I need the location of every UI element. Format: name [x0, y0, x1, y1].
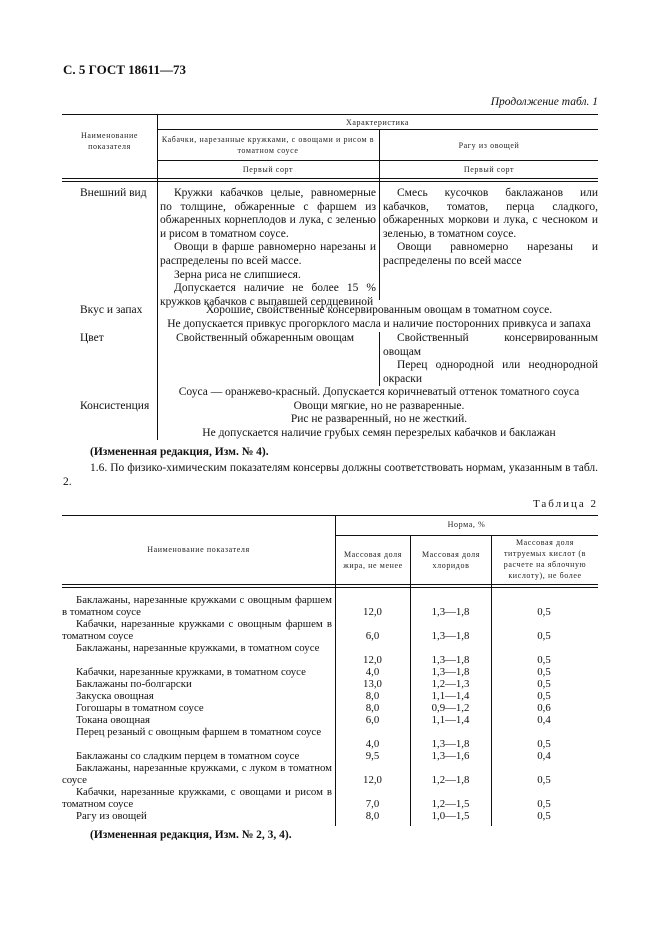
cell-acid: 0,5	[537, 738, 551, 750]
cell-acid: 0,5	[537, 690, 551, 702]
row-name: Кабачки, нарезанные кружками, с овощами и рисом в томатном соусе	[62, 786, 332, 810]
table-row	[62, 750, 598, 762]
color-a: Свойственный обжаренным овощам	[176, 332, 355, 344]
table-continuation-label: Продолжение табл. 1	[490, 96, 598, 108]
table-row	[62, 642, 598, 666]
appearance-b	[383, 187, 598, 269]
table-rule	[335, 535, 598, 536]
cell-fat: 4,0	[365, 738, 380, 750]
text-paragraph: Овощи в фарше равномерно нарезаны и распределены по всей массе.	[160, 241, 376, 267]
text-line: Соуса — оранжево-красный. Допускается коричневатый оттенок томатного соуса	[178, 386, 580, 398]
cell-acid: 0,5	[537, 810, 551, 822]
amendment-note: (Измененная редакция, Изм. № 4).	[90, 446, 269, 458]
text-paragraph: Зерна риса не слипшиеся.	[174, 268, 301, 281]
cell-fat: 12,0	[363, 774, 382, 786]
table-row	[62, 678, 598, 690]
cell-acid: 0,5	[537, 798, 551, 810]
text-line: Не допускается наличие грубых семян перезрелых кабачков и баклажан	[202, 426, 556, 439]
row-name: Баклажаны, нарезанные кружками с овощным фаршем в томатном соусе	[62, 594, 332, 618]
row-name: Рагу из овощей	[76, 810, 147, 822]
row-name: Баклажаны, нарезанные кружками, в томатном соусе	[76, 642, 320, 654]
table-row	[62, 714, 598, 726]
table-row	[62, 594, 598, 618]
cell-chloride: 1,3—1,8	[431, 630, 470, 642]
text-line: Не допускается привкус прогорклого масла и наличие посторонних привкуса и запаха	[167, 317, 591, 330]
cell-chloride: 1,0—1,5	[431, 810, 470, 822]
row-name: Закуска овощная	[76, 690, 154, 702]
column-divider	[379, 129, 380, 300]
text-line: Овощи мягкие, но не разваренные.	[293, 399, 465, 412]
cell-chloride: 1,1—1,4	[431, 690, 470, 702]
cell-fat: 7,0	[365, 798, 380, 810]
row-name: Кабачки, нарезанные кружками, в томатном соусе	[76, 666, 306, 678]
table-row	[62, 666, 598, 678]
text-paragraph: Свойственный консервированным овощам	[383, 332, 598, 358]
text-paragraph: Кружки кабачков целые, равномерные по толщине, обжаренные с фаршем из обжаренных корнеплодов и лука, с зеленью и рисом в томатном соусе.	[160, 187, 376, 240]
row-label-appearance: Внешний вид	[80, 187, 147, 199]
cell-acid: 0,5	[537, 666, 551, 678]
table-row	[62, 702, 598, 714]
cell-fat: 8,0	[365, 690, 380, 702]
grade-b: Первый сорт	[463, 165, 515, 174]
row-name: Баклажаны со сладким перцем в томатном соусе	[76, 750, 300, 762]
cell-chloride: 0,9—1,2	[431, 702, 470, 714]
text-paragraph: Смесь кусочков баклажанов или кабачков, томатов, перца сладкого, обжаренных моркови и лука, с чесноком и зеленью, в томатном соусе.	[383, 187, 598, 240]
table-rule	[62, 584, 598, 585]
cell-fat: 8,0	[365, 702, 380, 714]
table-rule	[157, 160, 598, 161]
appearance-a	[160, 187, 376, 309]
column-header-a: Кабачки, нарезанные кружками, с овощами и рисом в томатном соусе	[161, 135, 375, 155]
amendment-note: (Измененная редакция, Изм. № 2, 3, 4).	[90, 829, 292, 841]
table-row	[62, 690, 598, 702]
text-paragraph: Овощи равномерно нарезаны и распределены по всей массе	[383, 241, 598, 267]
cell-chloride: 1,2—1,5	[431, 798, 470, 810]
column-header-chloride: Массовая доля хлоридов	[421, 550, 481, 570]
table-row	[62, 726, 598, 750]
cell-chloride: 1,3—1,8	[431, 606, 470, 618]
column-divider	[157, 114, 158, 440]
paragraph-1-6: 1.6. По физико-химическим показателям консервы должны соответствовать нормам, указанным в табл. 2.	[63, 462, 598, 488]
color-b	[383, 332, 598, 386]
text-paragraph: Перец однородной или неоднородной окраски	[383, 359, 598, 385]
table-row	[62, 810, 598, 822]
text-line: Рис не разваренный, но не жесткий.	[290, 413, 468, 426]
cell-chloride: 1,3—1,8	[431, 738, 470, 750]
row-label-consistency: Консистенция	[80, 400, 150, 412]
cell-acid: 0,5	[537, 774, 551, 786]
row-name: Токана овощная	[76, 714, 150, 726]
cell-acid: 0,6	[537, 702, 551, 714]
cell-acid: 0,5	[537, 654, 551, 666]
row-name: Гогошары в томатном соусе	[76, 702, 204, 714]
text-paragraph: Допускается наличие не более 15 % кружков кабачков с выпавшей сердцевиной	[160, 282, 376, 308]
cell-chloride: 1,1—1,4	[431, 714, 470, 726]
cell-fat: 8,0	[365, 810, 380, 822]
cell-chloride: 1,2—1,3	[431, 678, 470, 690]
cell-chloride: 1,2—1,8	[431, 774, 470, 786]
taste-text	[160, 304, 598, 331]
cell-acid: 0,5	[537, 606, 551, 618]
column-header-name: Наименование показателя	[80, 131, 139, 151]
row-name: Перец резаный с овощным фаршем в томатном соусе	[76, 726, 322, 738]
column-header-acid: Массовая доля титруемых кислот (в расчете на яблочную кислоту), не более	[503, 538, 587, 580]
cell-chloride: 1,3—1,6	[431, 750, 470, 762]
table-row	[62, 786, 598, 810]
text-line: Хорошие, свойственные консервированным овощам в томатном соусе.	[205, 304, 553, 316]
cell-acid: 0,4	[537, 714, 551, 726]
consistency-text	[160, 386, 598, 440]
column-divider	[379, 332, 380, 386]
column-header-fat: Массовая доля жира, не менее	[343, 550, 403, 570]
column-group-header: Характеристика	[345, 118, 410, 127]
cell-acid: 0,5	[537, 630, 551, 642]
cell-fat: 12,0	[363, 606, 382, 618]
cell-fat: 6,0	[365, 714, 380, 726]
grade-a: Первый сорт	[242, 165, 294, 174]
cell-fat: 13,0	[363, 678, 382, 690]
table-rule	[62, 587, 598, 588]
column-group-header: Норма, %	[447, 520, 486, 529]
table-2-title: Таблица 2	[532, 498, 598, 510]
cell-fat: 12,0	[363, 654, 382, 666]
cell-acid: 0,4	[537, 750, 551, 762]
row-name: Кабачки, нарезанные кружками с овощным фаршем в томатном соусе	[62, 618, 332, 642]
column-header-b: Рагу из овощей	[458, 141, 520, 150]
cell-chloride: 1,3—1,8	[431, 666, 470, 678]
cell-fat: 6,0	[365, 630, 380, 642]
table-rule	[62, 181, 598, 182]
cell-chloride: 1,3—1,8	[431, 654, 470, 666]
table-row	[62, 762, 598, 786]
cell-fat: 4,0	[365, 666, 380, 678]
table-rule	[62, 515, 598, 516]
table-rule	[62, 178, 598, 179]
row-label-color: Цвет	[80, 332, 104, 344]
cell-acid: 0,5	[537, 678, 551, 690]
row-label-taste: Вкус и запах	[80, 304, 143, 316]
row-name: Баклажаны по-болгарски	[76, 678, 192, 690]
table-rule	[62, 114, 598, 115]
table-row	[62, 618, 598, 642]
table-rule	[157, 129, 598, 130]
row-name: Баклажаны, нарезанные кружками, с луком в томатном соусе	[62, 762, 332, 786]
page-header: С. 5 ГОСТ 18611—73	[63, 62, 186, 77]
column-header-name: Наименование показателя	[147, 545, 250, 554]
cell-fat: 9,5	[365, 750, 380, 762]
